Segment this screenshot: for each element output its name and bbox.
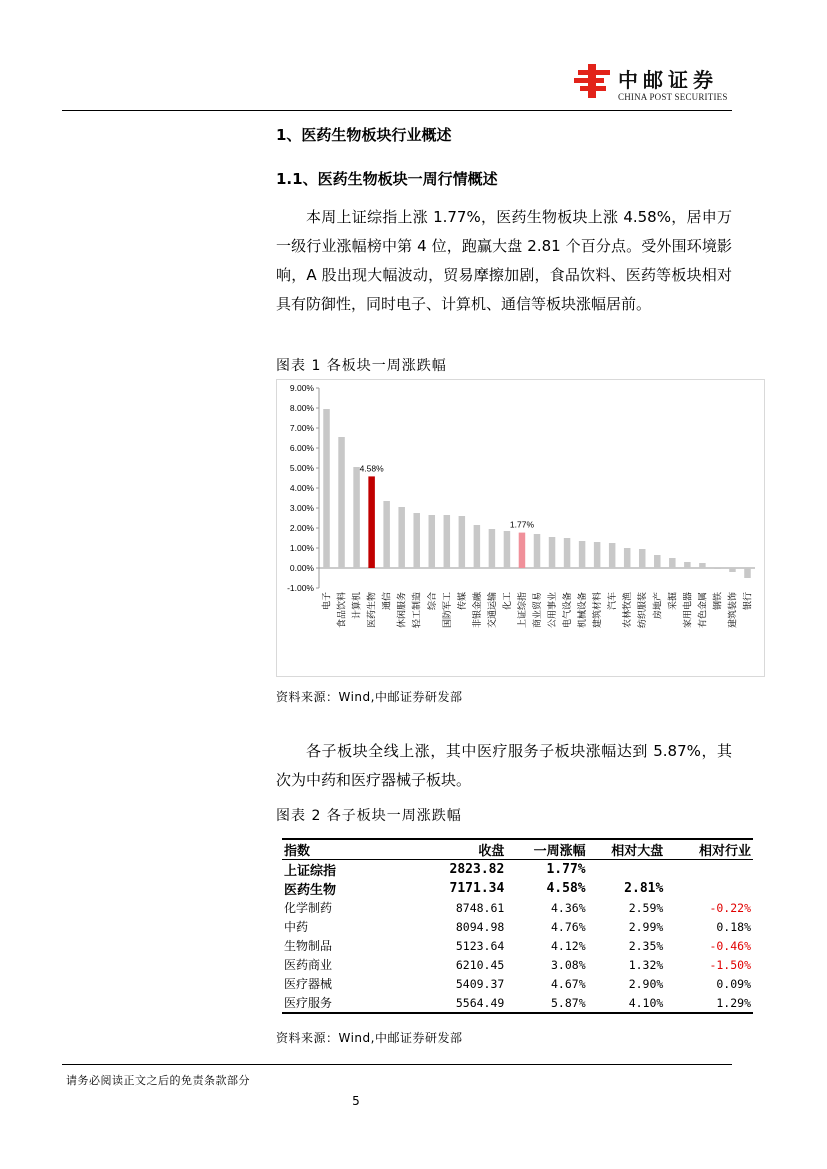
x-tick-label: 休闲服务 xyxy=(397,592,408,629)
disclaimer-text: 请务必阅读正文之后的免责条款部分 xyxy=(66,1074,250,1087)
figure1-caption: 图表 1 各板块一周涨跌幅 xyxy=(276,358,447,374)
cell-week-change: 4.36% xyxy=(551,900,586,915)
y-tick-label: 5.00% xyxy=(289,463,314,473)
bar-传媒 xyxy=(459,516,466,568)
cell-week-change: 1.77% xyxy=(546,862,586,877)
table-header-row xyxy=(282,839,753,860)
table-row xyxy=(282,974,753,993)
bar-钢铁 xyxy=(714,568,721,569)
table-row xyxy=(282,936,753,955)
col-header-close: 收盘 xyxy=(399,839,506,860)
cell-close: 7171.34 xyxy=(449,881,505,896)
table-row xyxy=(282,955,753,974)
cell-week-change: 4.76% xyxy=(551,919,586,934)
cell-week-change: 4.58% xyxy=(546,881,586,896)
cell-week-change: 3.08% xyxy=(551,957,586,972)
cell-relative-market: 2.35% xyxy=(628,938,664,953)
figure1-source: 资料来源：Wind,中邮证券研发部 xyxy=(276,690,463,704)
x-tick-label: 公用事业 xyxy=(548,592,559,629)
bar-采掘 xyxy=(669,558,676,568)
china-post-logo-icon xyxy=(574,62,614,102)
bar-电气设备 xyxy=(564,538,571,568)
y-tick-label: 3.00% xyxy=(289,503,314,513)
bar-计算机 xyxy=(353,467,360,568)
x-tick-label: 采掘 xyxy=(668,592,679,611)
x-tick-label: 电子 xyxy=(322,592,333,611)
x-tick-label: 传媒 xyxy=(457,592,468,611)
bar-食品饮料 xyxy=(338,437,345,568)
bar-非银金融 xyxy=(474,525,481,568)
x-tick-label: 家用电器 xyxy=(683,592,694,629)
cell-relative-industry: -0.46% xyxy=(709,938,751,953)
bar-医药生物 xyxy=(368,476,375,568)
cell-relative-industry xyxy=(665,860,753,880)
bar-商业贸易 xyxy=(534,534,541,568)
x-tick-label: 建筑装饰 xyxy=(728,592,739,629)
bar-综合 xyxy=(429,515,436,568)
bar-房地产 xyxy=(654,555,661,568)
cell-relative-market: 2.81% xyxy=(624,881,664,896)
x-tick-label: 钢铁 xyxy=(713,592,724,611)
x-tick-label: 医药生物 xyxy=(367,592,378,629)
bar-轻工制造 xyxy=(413,513,420,568)
x-tick-label: 综合 xyxy=(427,592,438,611)
bar-建筑材料 xyxy=(594,542,601,568)
cell-index-name: 中药 xyxy=(284,920,309,934)
x-tick-label: 食品饮料 xyxy=(337,592,348,629)
y-tick-label: -1.00% xyxy=(287,583,314,593)
subsector-table xyxy=(282,838,753,1014)
cell-close: 6210.45 xyxy=(455,957,505,972)
section-heading: 1、医药生物板块行业概述 xyxy=(276,126,452,144)
paragraph-subsectors: 各子板块全线上涨，其中医疗服务子板块涨幅达到 5.87%，其次为中药和医疗器械子板块。 xyxy=(276,742,732,789)
cell-close: 5123.64 xyxy=(455,938,505,953)
cell-week-change: 5.87% xyxy=(506,993,587,1013)
bar-化工 xyxy=(504,531,511,568)
x-tick-label: 纺织服装 xyxy=(638,592,649,629)
table-row xyxy=(282,898,753,917)
figure2-caption: 图表 2 各子板块一周涨跌幅 xyxy=(276,808,462,824)
x-tick-label: 上证综指 xyxy=(517,592,528,629)
bar-上证综指 xyxy=(519,533,526,568)
table-row xyxy=(282,993,753,1013)
col-header-rel-market: 相对大盘 xyxy=(588,839,666,860)
cell-relative-industry: -0.22% xyxy=(709,900,751,915)
x-tick-label: 非银金融 xyxy=(472,592,483,629)
y-tick-label: 1.00% xyxy=(289,543,314,553)
cell-close: 5564.49 xyxy=(399,993,506,1013)
cell-relative-market: 1.32% xyxy=(628,957,664,972)
cell-index-name: 生物制品 xyxy=(284,939,333,953)
y-tick-label: 0.00% xyxy=(289,563,314,573)
col-header-rel-industry: 相对行业 xyxy=(665,839,753,860)
x-tick-label: 计算机 xyxy=(352,592,363,620)
bar-交通运输 xyxy=(489,529,496,568)
cell-index-name: 医疗服务 xyxy=(282,993,399,1013)
sector-weekly-change-chart xyxy=(277,380,764,676)
cell-relative-market: 2.90% xyxy=(628,976,664,991)
paragraph-overview: 本周上证综指上涨 1.77%，医药生物板块上涨 4.58%，居申万一级行业涨幅榜中第 4 位，跑赢大盘 2.81 个百分点。受外围环境影响，A 股出现大幅波动，贸易摩擦加剧，食品饮料、医药等板块相对具有防御性，同时电子、计算机、通信等板块涨幅居前。 xyxy=(276,208,732,313)
x-tick-label: 机械设备 xyxy=(578,592,589,629)
x-tick-label: 银行 xyxy=(743,592,754,611)
bar-建筑装饰 xyxy=(729,568,736,572)
cell-index-name: 医药生物 xyxy=(284,883,337,898)
cell-close: 2823.82 xyxy=(449,862,505,877)
x-tick-label: 通信 xyxy=(382,592,393,611)
bar-公用事业 xyxy=(549,537,556,568)
cell-relative-industry: 1.29% xyxy=(665,993,753,1013)
cell-relative-industry xyxy=(665,879,753,898)
y-tick-label: 4.00% xyxy=(289,483,314,493)
x-tick-label: 房地产 xyxy=(653,592,664,620)
bar-农林牧渔 xyxy=(624,548,631,568)
cell-relative-market: 2.99% xyxy=(628,919,664,934)
figure2-source: 资料来源：Wind,中邮证券研发部 xyxy=(276,1031,463,1045)
table-row xyxy=(282,860,753,880)
cell-relative-market: 4.10% xyxy=(588,993,666,1013)
x-tick-label: 交通运输 xyxy=(487,592,498,629)
bar-电子 xyxy=(323,409,330,568)
x-tick-label: 轻工制造 xyxy=(412,592,423,629)
x-tick-label: 农林牧渔 xyxy=(623,592,634,629)
cell-index-name: 医疗器械 xyxy=(284,977,333,991)
header-divider xyxy=(62,110,732,111)
y-tick-label: 8.00% xyxy=(289,403,314,413)
x-tick-label: 电气设备 xyxy=(563,592,574,629)
bar-有色金属 xyxy=(699,563,706,568)
bar-家用电器 xyxy=(684,562,691,568)
y-tick-label: 2.00% xyxy=(289,523,314,533)
cell-relative-industry: -1.50% xyxy=(709,957,751,972)
x-tick-label: 建筑材料 xyxy=(593,592,604,629)
bar-汽车 xyxy=(609,543,616,568)
bar-机械设备 xyxy=(579,541,586,568)
cell-week-change: 4.12% xyxy=(551,938,586,953)
x-tick-label: 有色金属 xyxy=(698,592,709,629)
bar-通信 xyxy=(383,501,390,568)
cell-index-name: 化学制药 xyxy=(284,901,333,915)
x-tick-label: 汽车 xyxy=(608,592,619,611)
bar-银行 xyxy=(744,568,751,578)
cell-close: 8094.98 xyxy=(455,919,505,934)
company-logo xyxy=(574,62,734,106)
col-header-week: 一周涨幅 xyxy=(506,839,587,860)
bar-国防军工 xyxy=(444,515,451,568)
cell-index-name: 医药商业 xyxy=(284,958,333,972)
x-tick-label: 国防军工 xyxy=(442,592,453,629)
chart-container xyxy=(276,379,765,677)
x-tick-label: 化工 xyxy=(502,592,513,611)
cell-relative-market xyxy=(588,860,666,880)
y-tick-label: 6.00% xyxy=(289,443,314,453)
y-tick-label: 9.00% xyxy=(289,383,314,393)
subsection-heading: 1.1、医药生物板块一周行情概述 xyxy=(276,170,498,188)
data-label: 1.77% xyxy=(509,519,535,530)
cell-index-name: 上证综指 xyxy=(284,864,337,879)
page-number: 5 xyxy=(352,1094,360,1108)
cell-week-change: 4.67% xyxy=(551,976,586,991)
logo-chinese-text: 中邮证券 xyxy=(618,68,718,92)
cell-close: 5409.37 xyxy=(455,976,505,991)
cell-relative-market: 2.59% xyxy=(628,900,664,915)
x-tick-label: 商业贸易 xyxy=(533,592,543,629)
logo-english-text: CHINA POST SECURITIES xyxy=(618,92,728,102)
data-label: 4.58% xyxy=(359,463,384,474)
bar-纺织服装 xyxy=(639,549,646,568)
cell-relative-industry: 0.09% xyxy=(716,976,751,991)
cell-relative-industry: 0.18% xyxy=(716,919,751,934)
table-row xyxy=(282,879,753,898)
y-tick-label: 7.00% xyxy=(289,423,314,433)
bar-休闲服务 xyxy=(398,507,405,568)
cell-close: 8748.61 xyxy=(455,900,505,915)
footer-divider xyxy=(62,1064,732,1065)
table-row xyxy=(282,917,753,936)
col-header-index: 指数 xyxy=(282,839,399,860)
